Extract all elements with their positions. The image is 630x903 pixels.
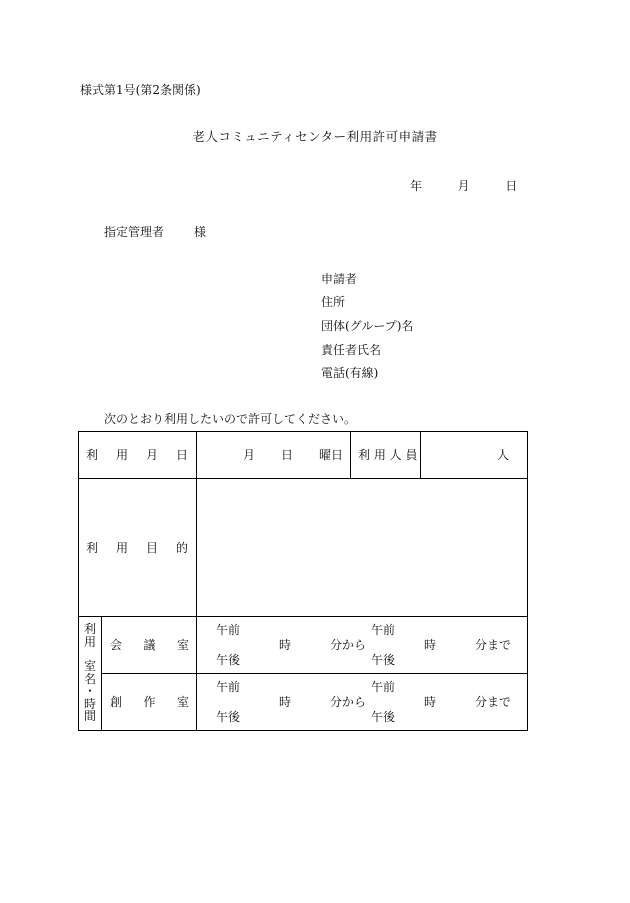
applicant-group-name: 団体(グループ)名 — [321, 319, 414, 333]
room1-start-hour: 時 — [279, 638, 292, 652]
room1-end-hour: 時 — [424, 638, 437, 652]
usage-day-unit: 日 — [281, 448, 294, 462]
room1-end-pm: 午後 — [371, 653, 396, 667]
room2-start-minute: 分から — [330, 695, 367, 709]
room2-end-minute: 分まで — [475, 695, 512, 709]
room2-start-pm: 午後 — [216, 710, 241, 724]
room-name-meeting: 会 議 室 — [110, 638, 189, 652]
form-title: 老人コミュニティセンター利用許可申請書 — [192, 129, 438, 144]
addressee-honorific: 様 — [194, 225, 207, 239]
room1-end-am: 午前 — [371, 623, 396, 637]
intro-text: 次のとおり利用したいので許可してください。 — [104, 412, 357, 426]
usage-month-unit: 月 — [243, 448, 256, 462]
room-name-creative: 創 作 室 — [110, 695, 189, 709]
date-year: 年 — [410, 179, 423, 193]
applicant-address: 住所 — [321, 295, 346, 309]
date-line — [410, 180, 517, 192]
addressee — [104, 226, 206, 238]
usage-date-label: 利 用 月 日 — [86, 448, 188, 462]
purpose-label: 利 用 目 的 — [86, 541, 188, 555]
attendees-unit: 人 — [497, 448, 510, 462]
applicant-label: 申請者 — [321, 272, 358, 286]
room2-end-am: 午前 — [371, 680, 396, 694]
form-number: 様式第1号(第2条関係) — [80, 83, 201, 97]
room1-start-pm: 午後 — [216, 653, 241, 667]
room2-end-hour: 時 — [424, 695, 437, 709]
room1-start-am: 午前 — [216, 623, 241, 637]
attendees-label: 利 用 人 員 — [358, 448, 418, 462]
room2-end-pm: 午後 — [371, 710, 396, 724]
usage-weekday-unit: 曜日 — [319, 448, 344, 462]
date-month: 月 — [457, 179, 470, 193]
room-time-label: 利 用 室 名 ・ 時 間 — [84, 622, 97, 723]
applicant-responsible-name: 責任者氏名 — [321, 343, 382, 357]
room2-start-hour: 時 — [279, 695, 292, 709]
date-day: 日 — [505, 179, 518, 193]
applicant-phone: 電話(有線) — [321, 366, 379, 380]
room2-start-am: 午前 — [216, 680, 241, 694]
room1-end-minute: 分まで — [475, 638, 512, 652]
room1-start-minute: 分から — [330, 638, 367, 652]
addressee-label: 指定管理者 — [104, 225, 165, 239]
